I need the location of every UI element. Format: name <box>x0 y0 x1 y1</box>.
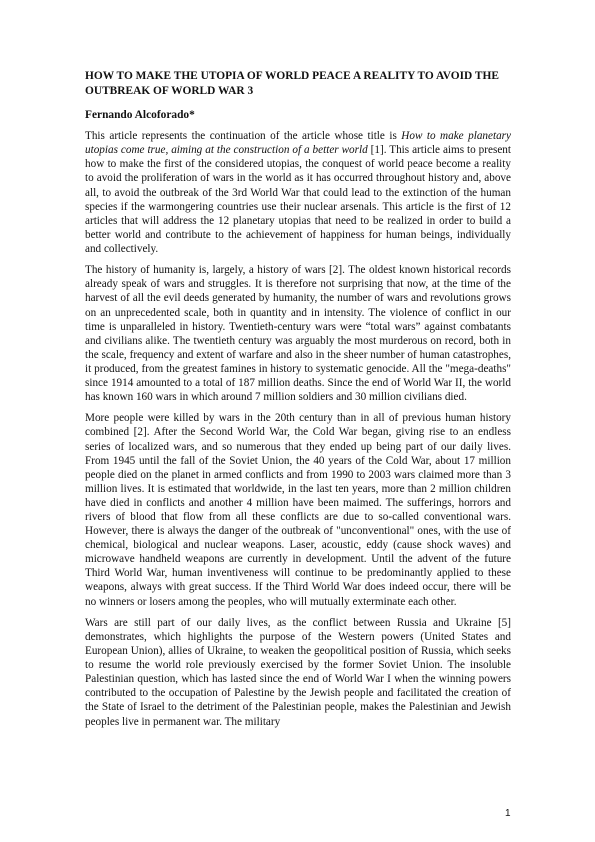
article-title: HOW TO MAKE THE UTOPIA OF WORLD PEACE A REALITY TO AVOID THE OUTBREAK OF WORLD WAR 3 <box>85 70 499 97</box>
cited-article-title: How to make planetary utopias come true, aiming at the construction of a better world <box>85 130 511 157</box>
document-body <box>85 69 511 736</box>
author-name: Fernando Alcoforado* <box>85 109 195 122</box>
paragraph-text: [1]. This article aims to present how to make the first of the considered utopias, the conquest of world peace become a reality to avoid the proliferation of wars in the world as it has occurred throughout history and, above all, to avoid the outbreak of the 3rd World War that could lead to the extinction of the human species if the warmongering countries use their nuclear arsenals. This article is the first of 12 articles that will address the 12 planetary utopias that need to be realized in order to build a better world and contribute to the achievement of happiness for human beings, individually and collectively. <box>85 144 511 255</box>
paragraph <box>85 616 511 729</box>
paragraph-text: The history of humanity is, largely, a history of wars [2]. The oldest known historical records already speak of wars and struggles. It is therefore not surprising that now, at the time of the harvest of all the evil deeds generated by humanity, the number of wars and revolutions grows on an unprecedented scale, both in quantity and in intensity. The violence of conflict in our time is unparalleled in history. Twentieth-century wars were “total wars” against combatants and civilians alike. The twentieth century was arguably the most murderous on record, both in the scale, frequency and extent of warfare and also in the sheer number of human catastrophes, it produced, from the greatest famines in history to systematic genocide. All the "mega-deaths" since 1914 amounted to a total of 187 million deaths. Since the end of World War II, the world has known 160 wars in which around 7 million soldiers and 30 million civilians died. <box>85 264 511 404</box>
paragraph-text: This article represents the continuation of the article whose title is <box>85 130 402 143</box>
paragraph <box>85 129 511 256</box>
paragraph-text: More people were killed by wars in the 20th century than in all of previous human history combined [2]. After the Second World War, the Cold War began, giving rise to an endless series of localized wars, and so numerous that they ended up being part of our daily lives. From 1945 until the fall of the Soviet Union, the 40 years of the Cold War, about 17 million people died on the planet in armed conflicts and from 1990 to 2003 wars claimed more than 3 million lives. It is estimated that worldwide, in the last ten years, more than 2 million children have died in conflicts and another 4 million have been maimed. The sufferings, horrors and rivers of blood that flow from all these conflicts are due to so-called conventional wars. However, there is always the danger of the outbreak of "unconventional" ones, with the use of chemical, biological and nuclear weapons. Laser, acoustic, eddy (cause shock waves) and microwave handheld weapons are currently in development. Until the advent of the future Third World War, human inventiveness will continue to be predominantly applied to these weapons, always with great success. If the Third World War does indeed occur, there will be no winners or losers among the peoples, who will mutually exterminate each other. <box>85 412 511 608</box>
paragraph <box>85 263 511 404</box>
page-number: 1 <box>505 808 511 819</box>
paragraph-text: Wars are still part of our daily lives, as the conflict between Russia and Ukraine [5] demonstrates, which highlights the purpose of the Western powers (United States and European Union), allies of Ukraine, to weaken the geopolitical position of Russia, which seeks to resume the world role previously exercised by the former Soviet Union. The insoluble Palestinian question, which has lasted since the end of World War I when the winning powers contributed to the occupation of Palestine by the Jewish people and facilitated the creation of the State of Israel to the detriment of the Palestinian people, makes the Palestinian and Jewish peoples live in permanent war. The military <box>85 616 511 728</box>
paragraph <box>85 411 511 608</box>
